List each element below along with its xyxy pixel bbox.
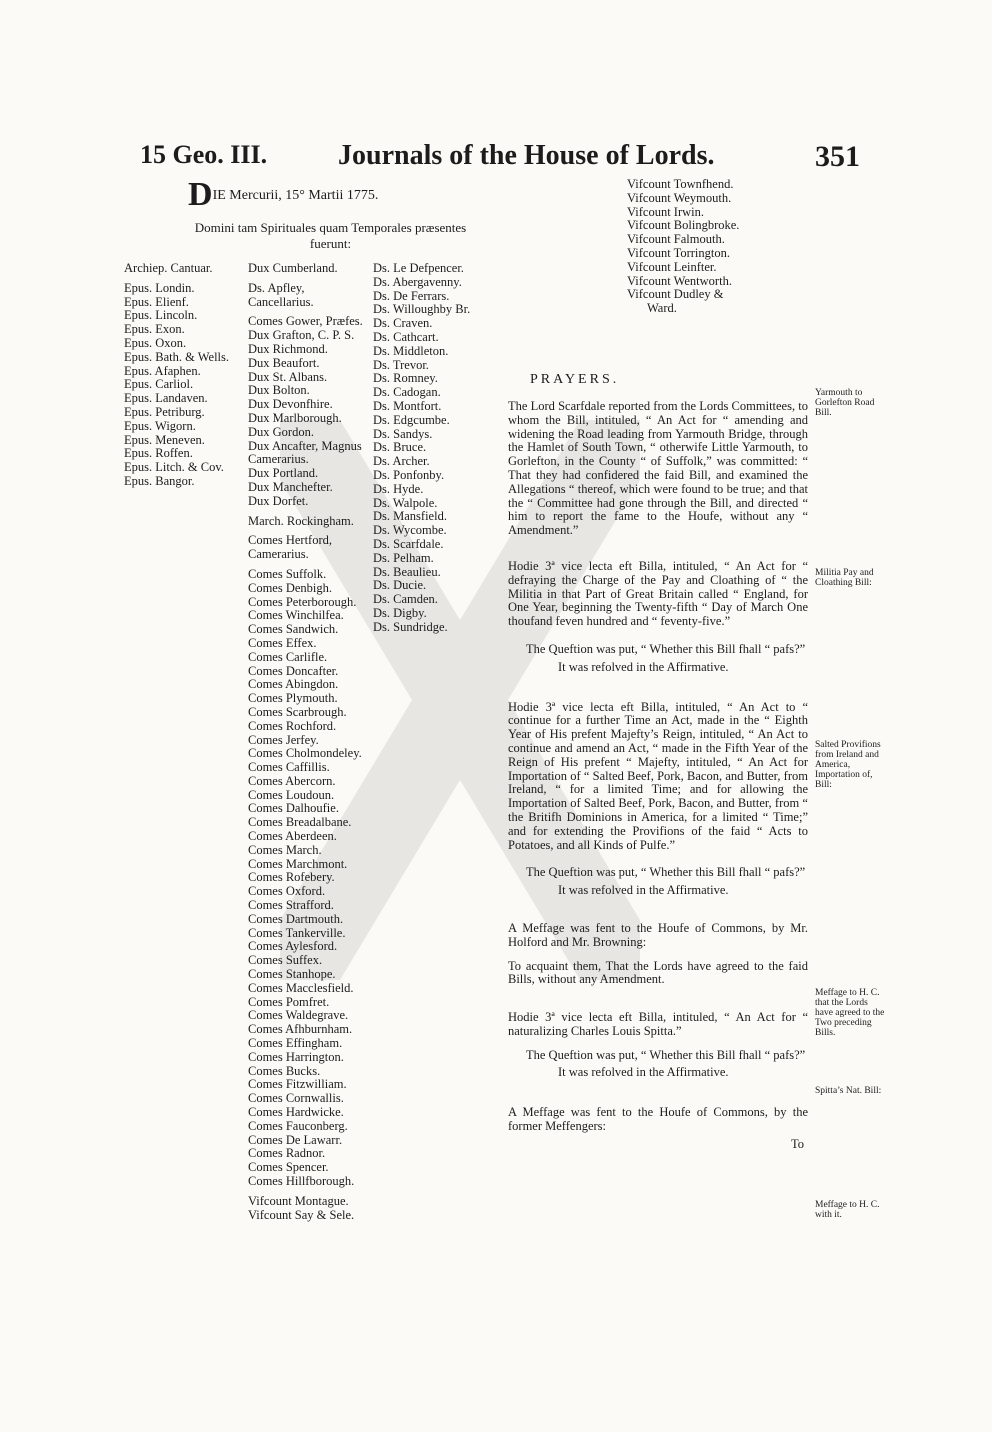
attendee: Epus. Bath. & Wells. [124,349,230,364]
resolution-line: It was refolved in the Affirmative. [558,883,729,898]
attendee: Ds. Edgcumbe. [373,412,450,427]
margin-note: Salted Provifions from Ireland and America, Importation of, Bill: [815,740,881,790]
attendee: Comes March. [248,842,322,857]
attendee: Dux Bolton. [248,383,310,398]
attendee: Comes Strafford. [248,898,334,913]
attendee: Comes Effingham. [248,1036,343,1051]
attendee: Comes Fitzwilliam. [248,1077,347,1092]
attendee: Ds. Montfort. [373,398,442,413]
attendee: Ds. Archer. [373,454,430,469]
attendee: Epus. Oxon. [124,335,187,350]
attendee: Comes Suffex. [248,953,323,968]
attendee: Comes Waldegrave. [248,1008,349,1023]
attendee: Ds. Ponfonby. [373,467,445,482]
attendee: Comes Dartmouth. [248,911,344,926]
attendee: Ds. Digby. [373,605,427,620]
attendee: Comes Winchilfea. [248,608,344,623]
resolution-line: It was refolved in the Affirmative. [558,1065,729,1080]
question-line: The Queftion was put, “ Whether this Bill fhall “ pafs?” [526,641,806,656]
margin-note: Spitta’s Nat. Bill: [815,1086,882,1096]
attendee: Dux Devonfhire. [248,397,333,412]
running-head-regnal-year: 15 Geo. III. [140,140,268,169]
attendee: Ds. Sundridge. [373,619,448,634]
attendee: Epus. Roffen. [124,446,193,461]
attendee: Epus. Wigorn. [124,418,196,433]
attendee: Comes Dalhoufie. [248,801,339,816]
attendee: Comes Marchmont. [248,856,348,871]
attendee: Dux Cumberland. [248,261,338,275]
attendance-heading: Domini tam Spirituales quam Temporales præsentes fuerunt: [194,220,467,251]
attendee: Epus. Petriburg. [124,404,205,419]
attendee: Comes Tankerville. [248,925,346,940]
attendee: Comes Stanhope. [248,967,336,982]
attendance-column-barons [373,262,470,635]
attendee: Comes Afhburnham. [248,1022,353,1037]
attendee: Ds. Craven. [373,316,433,331]
attendee: Dux Grafton, C. P. S. [248,328,355,343]
attendee: Dux Richmond. [248,341,328,356]
attendee: Ds. Cadogan. [373,385,441,400]
paragraph: Hodie 3ª vice lecta eft Billa, intituled, “ An Act for “ defraying the Charge of the Pay and Cloathing of “ the Militia in that Part of Great Britain called “ England, for One Year, beginning the Twenty-fifth “ Day of March One thoufand feven hundred and “ feventy-five.” [508,558,808,629]
attendee: Vifcount Townfhend. [627,177,734,191]
attendance-column-bishops [124,262,229,489]
attendee: Ds. De Ferrars. [373,288,450,303]
attendee: Comes Spencer. [248,1160,329,1175]
attendee: Ds. Scarfdale. [373,536,444,551]
attendance-column-dukes-earls [248,262,370,1222]
resolution-line: It was refolved in the Affirmative. [558,659,729,674]
date-text: IE Mercurii, 15° Martii 1775. [212,188,379,203]
attendee: Dux Dorfet. [248,493,309,508]
drop-cap: D [188,176,213,213]
attendee: Comes Scarbrough. [248,704,347,719]
attendee: Comes Aberdeen. [248,829,337,844]
attendee: Archiep. Cantuar. [124,261,213,275]
attendee: Epus. Afaphen. [124,363,201,378]
attendee: Ds. Abergavenny. [373,274,462,289]
attendee: March. Rockingham. [248,513,354,528]
attendee: Comes Macclesfield. [248,980,354,995]
attendee: Dux Marlborough. [248,410,342,425]
question-line: The Queftion was put, “ Whether this Bill fhall “ pafs?” [526,1047,806,1062]
attendee: Comes Breadalbane. [248,815,352,830]
attendee: Epus. Londin. [124,280,195,295]
margin-note: Meffage to H. C. with it. [815,1200,880,1220]
attendee: Vifcount Irwin. [627,204,705,219]
attendee: Epus. Landaven. [124,391,208,406]
margin-note: Militia Pay and Cloathing Bill: [815,568,874,588]
attendee: Comes Hillfborough. [248,1174,355,1188]
attendee: Vifcount Say & Sele. [248,1207,355,1222]
paragraph: Hodie 3ª vice lecta eft Billa, intituled, “ An Act for “ naturalizing Charles Louis Spitta.” [508,1010,808,1038]
attendee: Comes Loudoun. [248,787,335,802]
attendee: Dux Portland. [248,466,319,481]
attendee: Comes Cornwallis. [248,1091,344,1106]
margin-note: Meffage to H. C. that the Lords have agreed to the Two preceding Bills. [815,988,885,1038]
attendee: Vifcount Dudley & [627,287,724,302]
attendee: Comes Gower, Præfes. [248,314,363,329]
paragraph: The Lord Scarfdale reported from the Lords Committees, to whom the Bill, intituled, “ An Act for “ amending and widening the Road leading from Yarmouth Bridge, through the Hamlet of South Town, “ otherwife Little Yarmouth, to Gorlefton, in the County “ of Suffolk,” was committed: “ That they had confidered the faid Bill, and examined the Allegations “ thereof, which were found to be true; and that the “ Committee had gone through the Bill, and directed “ him to report the fame to the Houfe, without any “ Amendment.” [508,399,808,538]
attendee: Comes Abercorn. [248,773,336,788]
attendee: Vifcount Montague. [248,1193,349,1208]
attendee: Comes Hertford, Camerarius. [248,533,333,562]
attendee: Ds. Sandys. [373,426,433,441]
attendee: Comes Effex. [248,635,317,650]
attendee: Comes Hardwicke. [248,1105,344,1120]
attendee: Ds. Cathcart. [373,329,439,344]
attendee: Ds. Romney. [373,371,438,386]
attendee: Comes Denbigh. [248,580,333,595]
attendee: Ds. Middleton. [373,343,449,358]
attendee: Dux St. Albans. [248,369,328,384]
attendee: Ds. Trevor. [373,357,429,372]
attendee: Vifcount Weymouth. [627,190,732,205]
paragraph: A Meffage was fent to the Houfe of Commons, by Mr. Holford and Mr. Browning: [508,920,808,949]
attendance-column-viscounts [627,178,739,316]
proceedings-text [508,400,808,1162]
attendee: Dux Gordon. [248,424,314,439]
attendee: Comes Caffillis. [248,760,330,775]
attendee: Comes Rochford. [248,718,337,733]
attendee: Ds. Willoughby Br. [373,302,471,317]
running-head-title: Journals of the House of Lords. [338,140,715,171]
attendee: Ward. [647,301,677,316]
attendee: Dux Ancafter, Magnus Camerarius. [248,438,362,467]
date-line [188,176,378,214]
attendee: Comes Abingdon. [248,677,339,692]
attendee: Comes Peterborough. [248,594,357,609]
attendee: Epus. Bangor. [124,473,195,488]
attendee: Ds. Pelham. [373,550,434,565]
attendee: Dux Beaufort. [248,355,320,370]
attendee: Comes Oxford. [248,884,326,899]
attendee: Comes De Lawarr. [248,1132,343,1147]
attendee: Comes Harrington. [248,1049,344,1064]
attendee: Comes Carlifle. [248,649,328,664]
attendee: Ds. Beaulieu. [373,564,441,579]
attendee: Comes Plymouth. [248,691,338,706]
attendee: Vifcount Leinfter. [627,259,717,274]
catchword: To [790,1136,804,1151]
attendee: Ds. Wycombe. [373,523,447,538]
attendee: Epus. Elienf. [124,294,189,309]
attendee: Ds. Hyde. [373,481,424,496]
attendee: Vifcount Torrington. [627,245,730,260]
attendee: Comes Rofebery. [248,870,335,885]
paragraph: A Meffage was fent to the Houfe of Commons, by the former Meffengers: [508,1105,808,1134]
attendee: Ds. Walpole. [373,495,438,510]
attendee: Ds. Ducie. [373,578,427,593]
prayers-heading: PRAYERS. [530,372,620,387]
paragraph: To acquaint them, That the Lords have agreed to the faid Bills, without any Amendment. [508,958,808,987]
attendee: Epus. Carliol. [124,377,194,392]
attendee: Vifcount Falmouth. [627,232,725,247]
attendee: Dux Manchefter. [248,479,333,494]
attendee: Comes Radnor. [248,1146,326,1161]
attendee: Comes Cholmondeley. [248,746,362,761]
page-number: 351 [815,140,860,173]
attendee: Ds. Bruce. [373,440,427,455]
question-line: The Queftion was put, “ Whether this Bill fhall “ pafs?” [526,865,806,880]
attendee: Comes Jerfey. [248,732,319,747]
margin-note: Yarmouth to Gorlefton Road Bill. [815,388,875,418]
attendee: Epus. Exon. [124,322,185,337]
attendee: Epus. Litch. & Cov. [124,460,224,475]
attendee: Comes Bucks. [248,1063,321,1078]
attendee: Ds. Apfley, Cancellarius. [248,280,314,309]
attendee: Comes Doncafter. [248,663,339,678]
attendee: Ds. Camden. [373,592,438,607]
attendee: Comes Suffolk. [248,566,327,581]
attendee: Ds. Mansfield. [373,509,447,524]
paragraph: Hodie 3ª vice lecta eft Billa, intituled, “ An Act to “ continue for a further Time an Act, made in the “ Eighth Year of His prefent Majefty’s Reign, intituled, “ An Act to continue and amend an Act, “ made in the Fifth Year of the Reign of His prefent “ Majefty, intituled, “ An Act for Importation of “ Salted Beef, Pork, Bacon, and Butter, from Ireland, “ for a limited Time; and for allowing the Importation of Salted Beef, Pork, Bacon, and Butter, from “ the Britifh Dominions in America, for a limited “ Time;” and for extending the Provifions of the faid “ Acts to Potatoes, and all Kinds of Pulfe.” [508,699,808,852]
attendee: Comes Sandwich. [248,622,339,637]
attendee: Comes Aylesford. [248,939,338,954]
attendee: Vifcount Bolingbroke. [627,218,740,233]
attendee: Vifcount Wentworth. [627,273,732,288]
attendee: Ds. Le Defpencer. [373,261,464,275]
attendee: Epus. Lincoln. [124,308,198,323]
attendee: Epus. Meneven. [124,432,205,447]
attendee: Comes Fauconberg. [248,1118,348,1133]
attendee: Comes Pomfret. [248,994,330,1009]
